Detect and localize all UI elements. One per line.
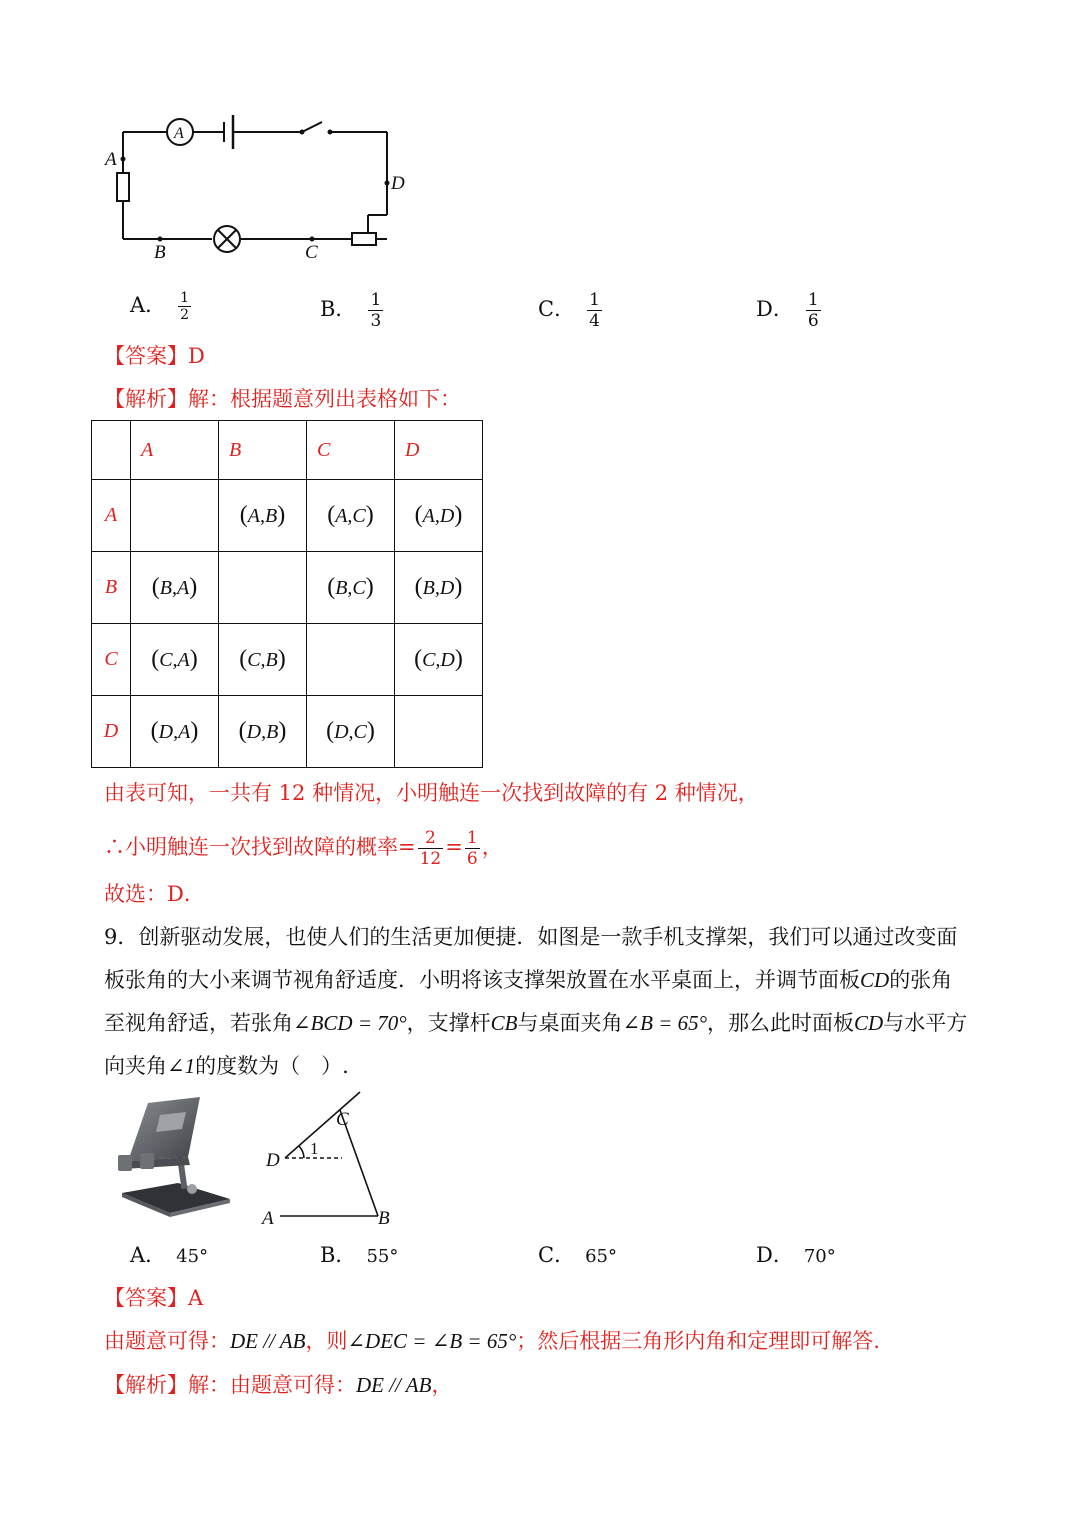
q9-option-a: A． 45° — [130, 1243, 209, 1267]
phone-stand-image — [108, 1095, 238, 1225]
table-row: C (C,A) (C,B) (C,D) — [92, 624, 483, 696]
q8-choose: 故选：D． — [104, 882, 205, 906]
table-header: B — [219, 421, 307, 480]
figure-label-angle1: 1 — [310, 1139, 319, 1158]
q9-stem-line3: 至视角舒适，若张角∠BCD = 70°，支撑杆CB与桌面夹角∠B = 65°，那么此时面板CD与水平方 — [104, 1011, 968, 1035]
figure-label-d: D — [266, 1150, 280, 1171]
q9-stem-line4: 向夹角∠1的度数为（ ）. — [104, 1054, 349, 1078]
table-row: A (A,B) (A,C) (A,D) — [92, 480, 483, 552]
q9-option-c: C． 65° — [538, 1243, 617, 1267]
table-header: D — [395, 421, 483, 480]
figure-label-a: A — [262, 1208, 274, 1229]
q9-hint: 由题意可得：DE // AB，则∠DEC = ∠B = 65°；然后根据三角形内角和定理即可解答. — [104, 1329, 880, 1353]
q9-stem-line1: 9．创新驱动发展，也使人们的生活更加便捷．如图是一款手机支撑架，我们可以通过改变面 — [104, 925, 958, 949]
q9-analysis: 【解析】解：由题意可得：DE // AB， — [104, 1373, 453, 1397]
q8-conclusion: 由表可知，一共有 12 种情况，小明触连一次找到故障的有 2 种情况， — [104, 781, 759, 805]
table-header: C — [307, 421, 395, 480]
circuit-label-a: A — [105, 149, 117, 170]
q8-answer: 【答案】D — [104, 344, 205, 368]
q8-option-c: C． $\frac{1}{4}$ — [538, 290, 600, 331]
q8-option-d: D． $\frac{1}{6}$ — [756, 290, 819, 331]
q9-option-b: B． 55° — [320, 1243, 399, 1267]
circuit-label-d: D — [391, 173, 405, 194]
q8-analysis: 【解析】解：根据题意列出表格如下： — [104, 387, 461, 411]
geometry-figure — [260, 1090, 410, 1230]
table-header: A — [131, 421, 219, 480]
outcome-table — [91, 420, 483, 768]
circuit-label-b: B — [154, 242, 166, 263]
q8-option-a: A． $\frac{1}{2}$ — [130, 290, 190, 323]
q9-stem-line2: 板张角的大小来调节视角舒适度．小明将该支撑架放置在水平桌面上，并调节面板CD的张角 — [104, 968, 953, 992]
q8-probability: ∴小明触连一次找到故障的概率= $\frac{2}{12}$ = $\frac{1}{6}$ ， — [104, 828, 503, 869]
table-row: D (D,A) (D,B) (D,C) — [92, 696, 483, 768]
circuit-diagram — [100, 105, 430, 265]
figure-label-c: C — [336, 1109, 349, 1130]
q9-answer: 【答案】A — [104, 1286, 204, 1310]
circuit-label-ammeter: A — [174, 125, 184, 142]
q8-option-b: B． $\frac{1}{3}$ — [320, 290, 382, 331]
q9-option-d: D． 70° — [756, 1243, 836, 1267]
figure-label-b: B — [378, 1208, 390, 1229]
table-row: B (B,A) (B,C) (B,D) — [92, 552, 483, 624]
circuit-label-c: C — [305, 242, 318, 263]
